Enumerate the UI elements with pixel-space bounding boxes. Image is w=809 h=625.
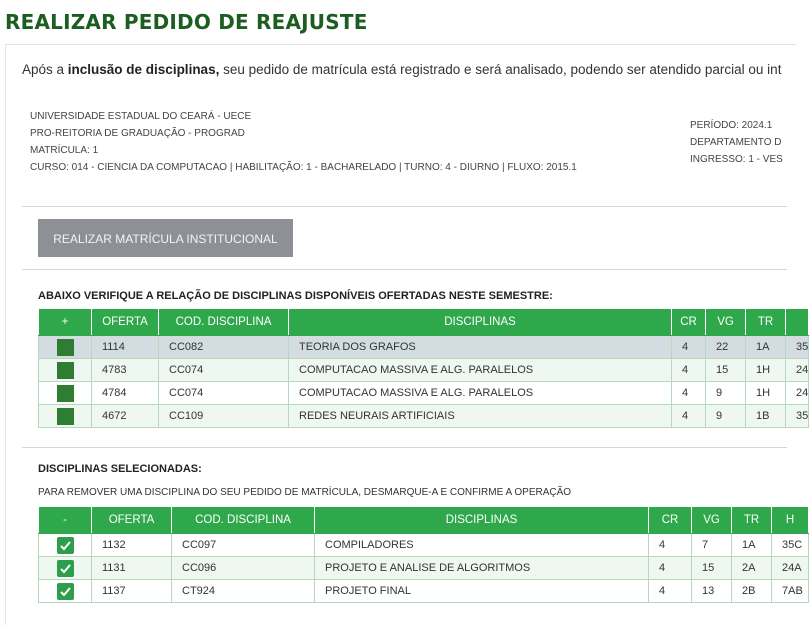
row-select-cell	[39, 534, 92, 557]
cell-disciplina: REDES NEURAIS ARTIFICIAIS	[289, 405, 672, 428]
cell-disciplina: PROJETO E ANALISE DE ALGORITMOS	[315, 557, 649, 580]
selected-section-title: DISCIPLINAS SELECIONADAS:	[38, 463, 202, 475]
col-cod[interactable]: COD. DISCIPLINA	[172, 507, 315, 534]
cell-cod: CC097	[172, 534, 315, 557]
col-vg[interactable]: VG	[706, 309, 746, 336]
checkmark-icon	[59, 562, 72, 575]
cell-oferta: 4784	[92, 382, 159, 405]
cell-h: 24A	[772, 557, 809, 580]
cell-tr: 1A	[732, 534, 772, 557]
col-disciplinas[interactable]: DISCIPLINAS	[315, 507, 649, 534]
cell-h: 35	[786, 405, 809, 428]
add-checkbox[interactable]	[57, 385, 74, 402]
cell-cod: CC096	[172, 557, 315, 580]
cell-cod: CC082	[159, 336, 289, 359]
cell-disciplina: COMPUTACAO MASSIVA E ALG. PARALELOS	[289, 382, 672, 405]
cell-cr: 4	[649, 534, 692, 557]
cell-tr: 1A	[746, 336, 786, 359]
cell-disciplina: COMPUTACAO MASSIVA E ALG. PARALELOS	[289, 359, 672, 382]
col-h[interactable]	[786, 309, 809, 336]
cell-h: 35	[786, 336, 809, 359]
cell-cr: 4	[672, 382, 706, 405]
col-oferta[interactable]: OFERTA	[92, 309, 159, 336]
table-row[interactable]	[39, 557, 809, 580]
checkmark-icon	[59, 539, 72, 552]
cell-vg: 15	[706, 359, 746, 382]
col-disciplinas[interactable]: DISCIPLINAS	[289, 309, 672, 336]
row-select-cell	[39, 336, 92, 359]
col-vg[interactable]: VG	[692, 507, 732, 534]
cell-vg: 15	[692, 557, 732, 580]
intro-before: Após a	[22, 62, 68, 77]
table-row[interactable]	[39, 580, 809, 603]
col-sel-add: +	[39, 309, 92, 336]
intro-text	[22, 62, 781, 77]
col-cr[interactable]: CR	[649, 507, 692, 534]
cell-disciplina: PROJETO FINAL	[315, 580, 649, 603]
table-row[interactable]	[39, 534, 809, 557]
cell-vg: 7	[692, 534, 732, 557]
cell-disciplina: COMPILADORES	[315, 534, 649, 557]
institutional-enrollment-button[interactable]: REALIZAR MATRÍCULA INSTITUCIONAL	[38, 219, 293, 257]
cell-tr: 1H	[746, 359, 786, 382]
add-checkbox[interactable]	[57, 408, 74, 425]
col-tr[interactable]: TR	[732, 507, 772, 534]
cell-oferta: 1131	[92, 557, 172, 580]
cell-disciplina: TEORIA DOS GRAFOS	[289, 336, 672, 359]
cell-tr: 1B	[746, 405, 786, 428]
add-checkbox[interactable]	[57, 339, 74, 356]
available-section-title: ABAIXO VERIFIQUE A RELAÇÃO DE DISCIPLINAS DISPONÍVEIS OFERTADAS NESTE SEMESTRE:	[38, 290, 553, 302]
checkmark-icon	[59, 585, 72, 598]
cell-oferta: 1137	[92, 580, 172, 603]
available-disciplines-table	[38, 308, 809, 428]
cell-cr: 4	[672, 336, 706, 359]
cell-oferta: 4672	[92, 405, 159, 428]
cell-h: 35C	[772, 534, 809, 557]
cell-cod: CT924	[172, 580, 315, 603]
row-select-cell	[39, 580, 92, 603]
cell-cr: 4	[672, 405, 706, 428]
matricula-label: MATRÍCULA: 1	[30, 145, 99, 156]
cell-cr: 4	[649, 580, 692, 603]
cell-oferta: 1114	[92, 336, 159, 359]
prorectorate-name: PRO-REITORIA DE GRADUAÇÃO - PROGRAD	[30, 128, 245, 139]
cell-vg: 13	[692, 580, 732, 603]
period-info	[690, 117, 783, 168]
matricula-line	[30, 142, 577, 159]
student-info	[30, 108, 577, 176]
row-select-cell	[39, 405, 92, 428]
cell-vg: 9	[706, 405, 746, 428]
cell-cod: CC074	[159, 359, 289, 382]
selected-disciplines-table	[38, 506, 809, 603]
row-select-cell	[39, 382, 92, 405]
page-title: REALIZAR PEDIDO DE REAJUSTE	[5, 10, 368, 34]
cell-vg: 22	[706, 336, 746, 359]
table-row[interactable]	[39, 405, 809, 428]
table-row[interactable]	[39, 359, 809, 382]
department: DEPARTAMENTO D	[690, 137, 782, 148]
cell-h: 24	[786, 382, 809, 405]
course-info: CURSO: 014 - CIENCIA DA COMPUTACAO | HABILITAÇÃO: 1 - BACHARELADO | TURNO: 4 - DIURNO | FLUXO: 2015.1	[30, 162, 577, 173]
divider	[22, 447, 787, 448]
checked-checkbox[interactable]	[57, 537, 74, 554]
cell-oferta: 1132	[92, 534, 172, 557]
cell-vg: 9	[706, 382, 746, 405]
table-row[interactable]	[39, 336, 809, 359]
divider	[22, 206, 787, 207]
row-select-cell	[39, 557, 92, 580]
cell-cod: CC109	[159, 405, 289, 428]
table-header-row	[39, 309, 809, 336]
cell-tr: 2A	[732, 557, 772, 580]
cell-cod: CC074	[159, 382, 289, 405]
redacted-block	[98, 145, 248, 155]
table-header-row	[39, 507, 809, 534]
col-oferta[interactable]: OFERTA	[92, 507, 172, 534]
intro-bold: inclusão de disciplinas,	[67, 62, 220, 77]
cell-tr: 2B	[732, 580, 772, 603]
col-sel-remove: -	[39, 507, 92, 534]
divider	[22, 269, 787, 270]
table-row[interactable]	[39, 382, 809, 405]
col-cod[interactable]: COD. DISCIPLINA	[159, 309, 289, 336]
row-select-cell	[39, 359, 92, 382]
cell-oferta: 4783	[92, 359, 159, 382]
col-h[interactable]: H	[772, 507, 809, 534]
cell-h: 24	[786, 359, 809, 382]
cell-h: 7AB	[772, 580, 809, 603]
ingress: INGRESSO: 1 - VES	[690, 154, 783, 165]
selected-section-subtitle: PARA REMOVER UMA DISCIPLINA DO SEU PEDIDO DE MATRÍCULA, DESMARQUE-A E CONFIRME A OPERAÇÃO	[38, 487, 572, 498]
col-tr[interactable]: TR	[746, 309, 786, 336]
checked-checkbox[interactable]	[57, 583, 74, 600]
period: PERÍODO: 2024.1	[690, 120, 773, 131]
col-cr[interactable]: CR	[672, 309, 706, 336]
university-name: UNIVERSIDADE ESTADUAL DO CEARÁ - UECE	[30, 111, 252, 122]
cell-cr: 4	[672, 359, 706, 382]
intro-after: seu pedido de matrícula está registrado e será analisado, podendo ser atendido parcial ou int	[219, 62, 782, 77]
cell-cr: 4	[649, 557, 692, 580]
add-checkbox[interactable]	[57, 362, 74, 379]
checked-checkbox[interactable]	[57, 560, 74, 577]
cell-tr: 1H	[746, 382, 786, 405]
